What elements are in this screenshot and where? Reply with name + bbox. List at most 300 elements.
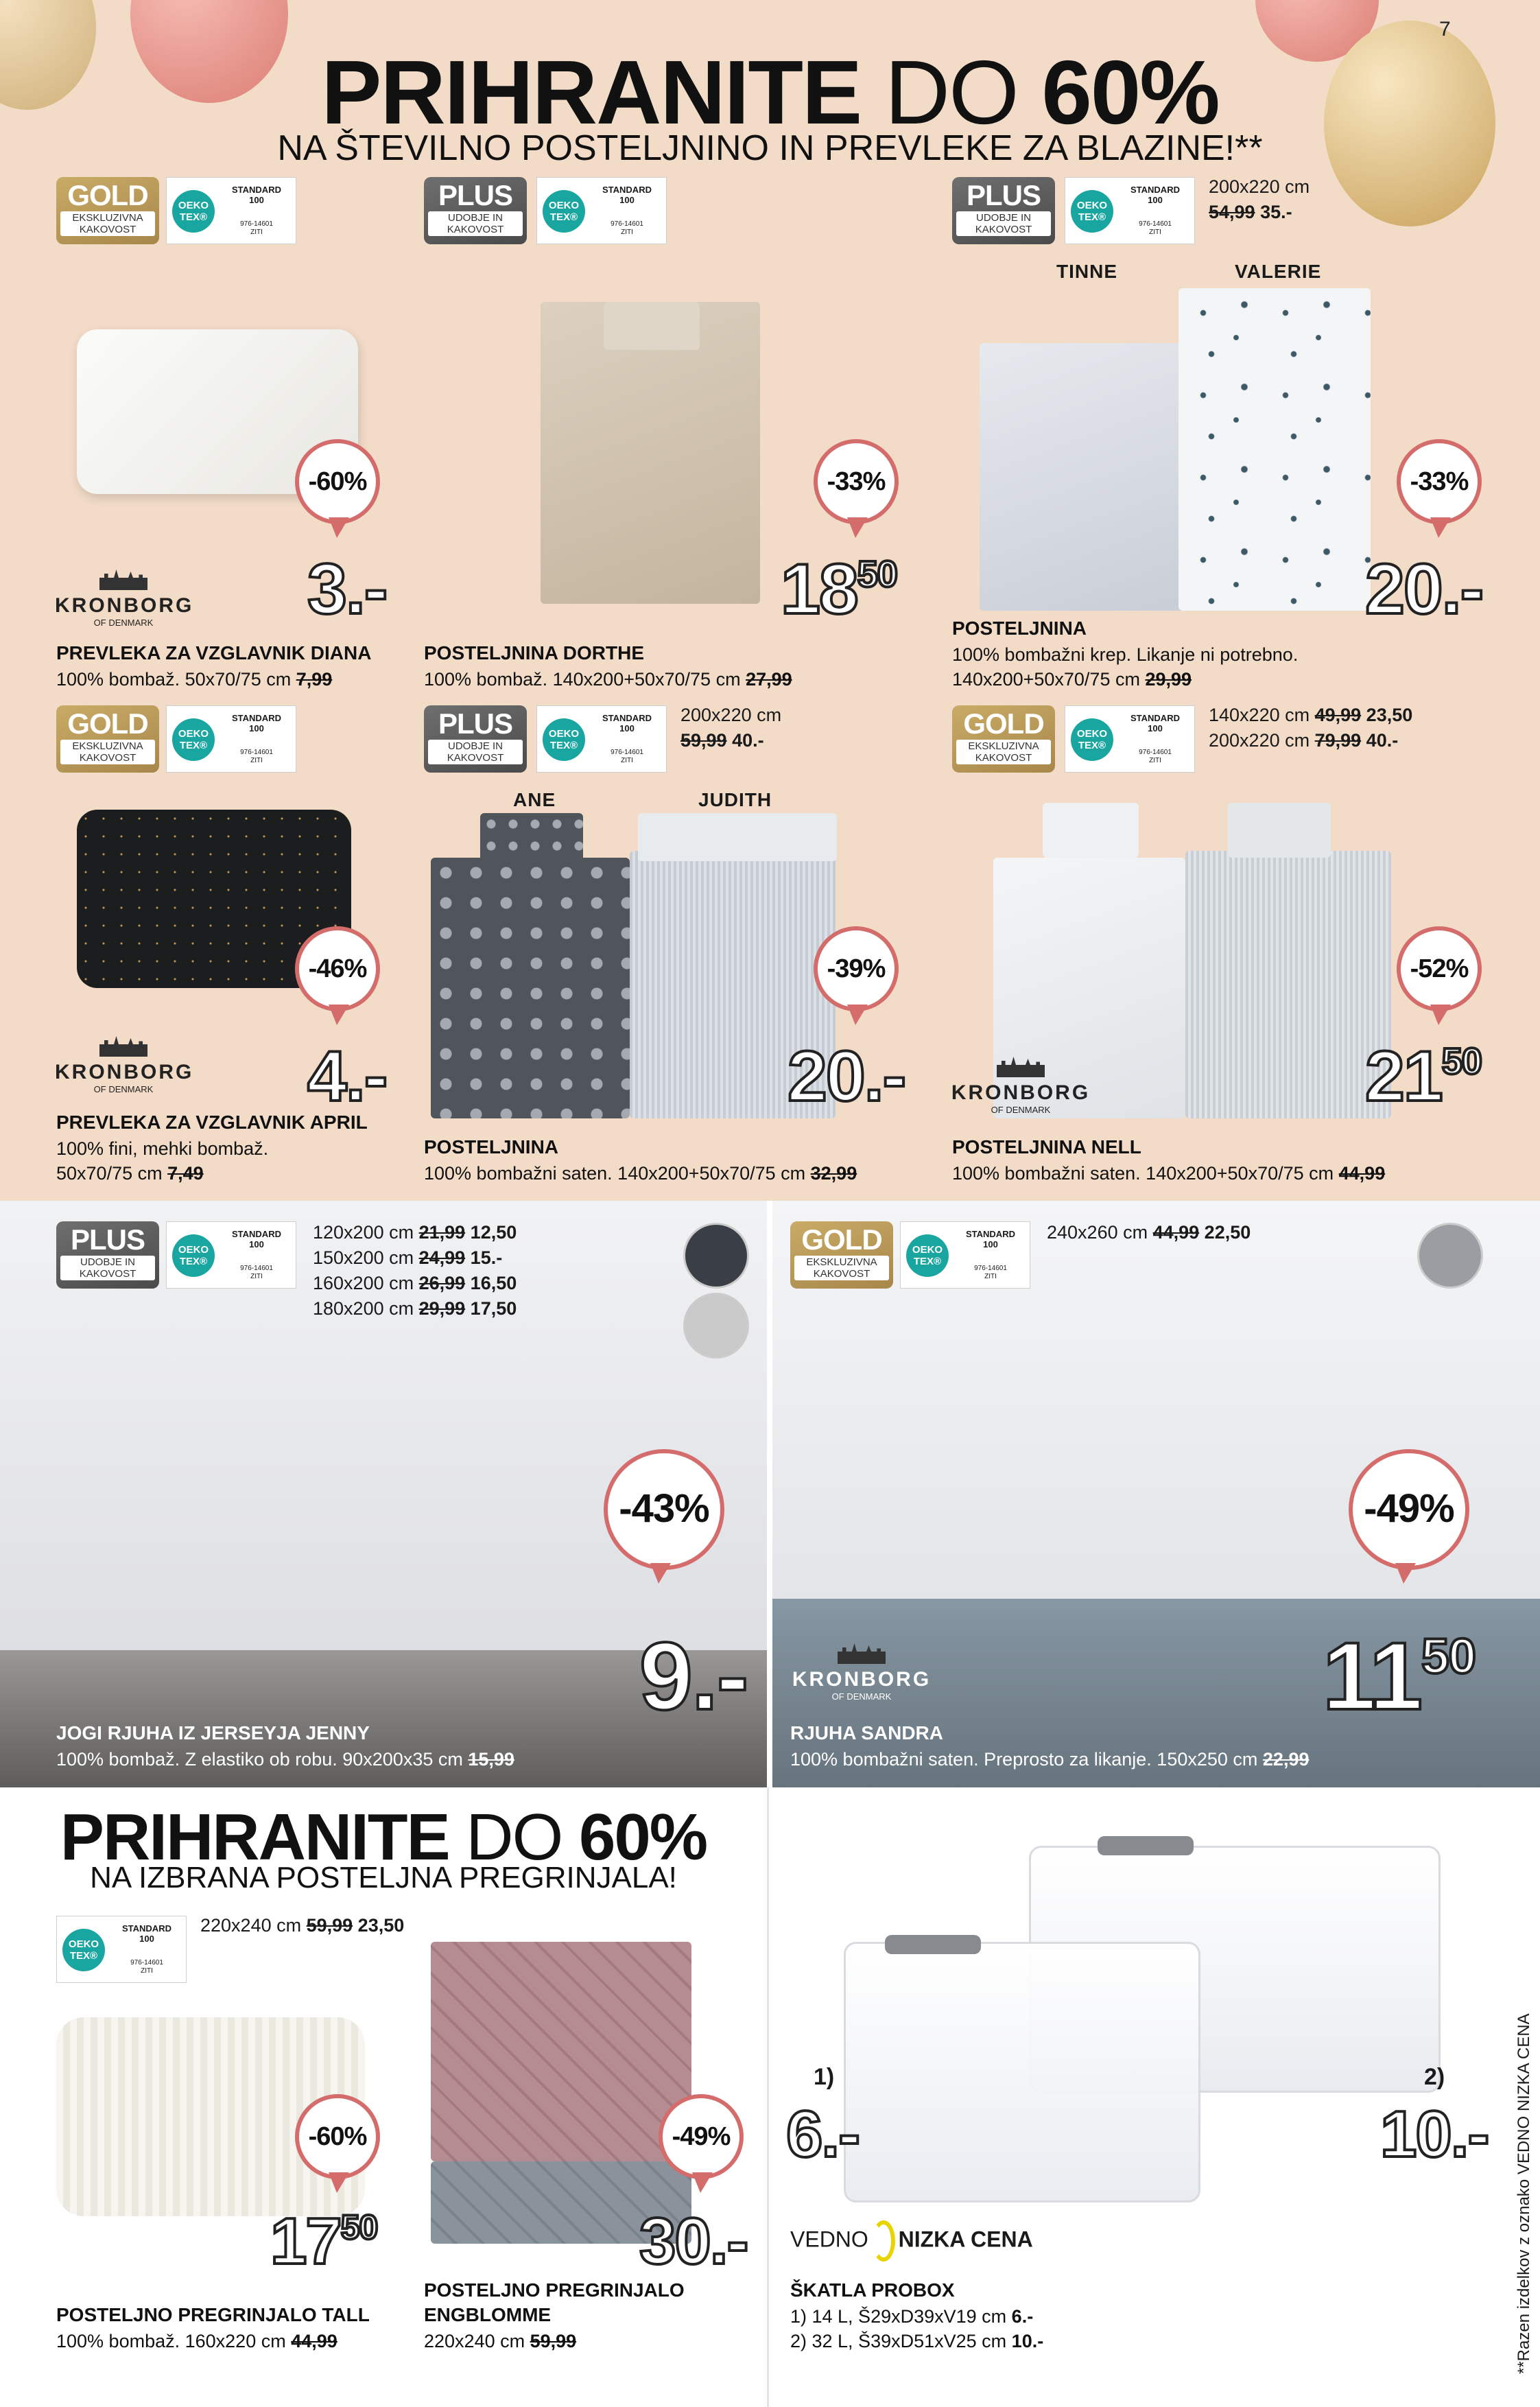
ane-alt-size: [680, 703, 781, 753]
oeko-text1: OEKO: [548, 200, 580, 211]
badge-title: GOLD: [67, 179, 148, 211]
probox-name: ŠKATLA PROBOX: [790, 2279, 955, 2301]
badge-sub1: EKSKLUZIVNA: [72, 212, 143, 224]
headline2-pct: 60%: [578, 1800, 707, 1874]
plus-badge: [424, 705, 527, 773]
price-main: 20.-: [787, 1037, 905, 1116]
price-main: 6.-: [786, 2098, 860, 2171]
engblomme-price: [639, 2204, 747, 2279]
vedno-nizka-cena-logo: [790, 2220, 1033, 2262]
kronborg-logo: [55, 1036, 192, 1094]
oeko-text1: OEKO: [548, 728, 580, 740]
oeko-standard: [591, 185, 663, 205]
oeko-cert: [220, 1265, 293, 1281]
size-1-old: 21,99: [418, 1222, 466, 1243]
tall-alt-size: [200, 1913, 404, 1938]
probox-price-2: [1380, 2097, 1488, 2172]
alt-new-price: 22,50: [1199, 1222, 1251, 1243]
oeko-cert: [1119, 749, 1192, 765]
vedno-text: VEDNO: [790, 2227, 868, 2252]
oeko-circle: [906, 1234, 949, 1277]
discount-badge: -39%: [814, 926, 899, 1011]
headline-bold: PRIHRANITE: [321, 42, 862, 143]
badge-sub2: KAKOVOST: [447, 752, 504, 764]
badge-sub2: KAKOVOST: [813, 1268, 870, 1280]
oeko-text1: OEKO: [1076, 200, 1108, 211]
headline-thin: DO: [884, 42, 1018, 143]
alt2-old: 79,99: [1314, 730, 1362, 751]
oeko-text1: OEKO: [1076, 728, 1108, 740]
badge-sub2: KAKOVOST: [447, 224, 504, 235]
oeko-text1: OEKO: [178, 728, 209, 740]
kronborg-sub: OF DENMARK: [93, 1084, 154, 1094]
discount-badge: -33%: [1397, 439, 1482, 524]
ane-pillow-image: [480, 813, 583, 861]
alt1-size: 140x220 cm: [1209, 705, 1315, 725]
engblomme-desc: [424, 2329, 576, 2354]
badge-title: GOLD: [963, 707, 1044, 740]
gold-badge: [952, 705, 1055, 773]
tall-desc: [56, 2329, 337, 2354]
kronborg-name: KRONBORG: [951, 1081, 1091, 1104]
probox-label-1: 1): [814, 2064, 835, 2090]
size-4-new: 17,50: [465, 1298, 517, 1319]
badge-title: PLUS: [438, 179, 512, 211]
old-price: 15,99: [468, 1749, 514, 1770]
valerie-duvet-image: [1178, 288, 1371, 611]
oeko-text2: TEX®: [1078, 740, 1106, 751]
alt-new-price: 35.-: [1260, 202, 1292, 222]
dorthe-desc: [424, 667, 792, 692]
footnote: **Razen izdelkov z oznako VEDNO NIZKA CENA: [1515, 2013, 1533, 2374]
oeko-circle: [543, 718, 585, 761]
oeko-cert: [220, 749, 293, 765]
headline: [0, 42, 1540, 143]
kronborg-sub: OF DENMARK: [991, 1105, 1051, 1115]
oeko-cert: [110, 1959, 183, 1975]
standard-text: STANDARD: [122, 1923, 171, 1934]
probox-price-1: [786, 2097, 859, 2172]
size-2-old: 24,99: [418, 1247, 466, 1268]
sandra-desc: [790, 1747, 1309, 1772]
badge-title: PLUS: [70, 1223, 145, 1256]
standard-num: 100: [249, 195, 264, 205]
discount-badge: -52%: [1397, 926, 1482, 1011]
standard-text: STANDARD: [232, 185, 281, 195]
old-price: 29,99: [1145, 669, 1192, 690]
desc-text: 100% bombaž. 140x200+50x70/75 cm: [424, 669, 746, 690]
sandra-price: [1323, 1621, 1476, 1732]
price-main: 11: [1323, 1622, 1421, 1730]
kronborg-name: KRONBORG: [55, 594, 194, 617]
badge-sub1: EKSKLUZIVNA: [968, 740, 1039, 752]
oeko-text2: TEX®: [913, 1256, 942, 1267]
oeko-text2: TEX®: [179, 211, 208, 223]
discount-badge: -60%: [295, 2094, 380, 2179]
oeko-tex-label: [166, 177, 296, 244]
cert-text: 976-14601: [240, 749, 273, 756]
standard-num: 100: [619, 195, 635, 205]
discount-badge: -46%: [295, 926, 380, 1011]
price-main: 4.-: [307, 1037, 387, 1116]
size-2-new: 15.-: [465, 1247, 503, 1268]
ane-desc: [424, 1161, 857, 1186]
tinne-price: [1365, 549, 1482, 631]
standard-text: STANDARD: [1130, 185, 1180, 195]
standard-text: STANDARD: [232, 713, 281, 723]
desc-text: 100% bombažni saten. 140x200+50x70/75 cm: [952, 1163, 1339, 1184]
desc-text: 100% bombažni saten. Preprosto za likanje. 150x250 cm: [790, 1749, 1263, 1770]
kronborg-sub: OF DENMARK: [93, 618, 154, 628]
kronborg-name: KRONBORG: [792, 1668, 932, 1691]
desc-text: 100% bombaž. Z elastiko ob robu. 90x200x35 cm: [56, 1749, 469, 1770]
probox-small-image: [844, 1942, 1200, 2203]
oeko-standard: [220, 1229, 293, 1249]
alt-new-price: 23,50: [353, 1915, 405, 1936]
valerie-label: VALERIE: [1235, 261, 1322, 282]
headline-pct: 60%: [1041, 42, 1219, 143]
gold-badge: [790, 1221, 893, 1289]
discount-badge: -49%: [1349, 1449, 1469, 1570]
cert-text: 976-14601: [240, 220, 273, 228]
size-3-new: 16,50: [465, 1273, 517, 1293]
jenny-price: [639, 1621, 747, 1732]
standard-text: STANDARD: [602, 713, 652, 723]
probox-label-2: 2): [1424, 2064, 1445, 2090]
badge-title: GOLD: [801, 1223, 882, 1256]
old-price: 44,99: [291, 2331, 337, 2351]
cert-text2: ZITI: [1149, 228, 1161, 236]
oeko-tex-label: [536, 177, 667, 244]
nell-alt-sizes: [1209, 703, 1412, 753]
probox-small-handle: [885, 1935, 981, 1954]
line-price: 10.-: [1011, 2331, 1044, 2351]
old-price: 7,99: [296, 669, 333, 690]
engblomme-name2: ENGBLOMME: [424, 2304, 552, 2325]
oeko-text2: TEX®: [69, 1950, 98, 1962]
discount-badge: -60%: [295, 439, 380, 524]
gold-badge: [56, 705, 159, 773]
oeko-text2: TEX®: [549, 211, 578, 223]
color-swatch-dark[interactable]: [683, 1223, 749, 1289]
size-1-new: 12,50: [465, 1222, 517, 1243]
badge-sub: [428, 740, 523, 764]
badge-sub2: KAKOVOST: [975, 752, 1032, 764]
oeko-text2: TEX®: [179, 1256, 208, 1267]
alt-size-text: 200x220 cm: [680, 705, 782, 725]
plus-badge: [56, 1221, 159, 1289]
price-main: 17: [270, 2205, 341, 2278]
desc-text: 2) 32 L, Š39xD51xV25 cm: [790, 2331, 1012, 2351]
judith-pillow-image: [638, 813, 837, 861]
alt-size-text: 240x260 cm: [1047, 1222, 1153, 1243]
cert-text: 976-14601: [611, 749, 643, 756]
diana-name: PREVLEKA ZA VZGLAVNIK DIANA: [56, 642, 372, 664]
alt-old-price: 59,99: [680, 730, 727, 751]
tinne-desc1: 100% bombažni krep. Likanje ni potrebno.: [952, 644, 1299, 665]
size-3-old: 26,99: [418, 1273, 466, 1293]
cert-text: 976-14601: [240, 1265, 273, 1272]
tinne-label: TINNE: [1056, 261, 1117, 282]
castle-icon: [997, 1057, 1045, 1077]
line-price: 6.-: [1011, 2306, 1034, 2327]
cert-text: 976-14601: [611, 220, 643, 228]
probox-large-handle: [1098, 1836, 1194, 1855]
ane-name: POSTELJNINA: [424, 1136, 559, 1158]
badge-sub: [60, 1256, 155, 1280]
oeko-tex-label: [536, 705, 667, 773]
standard-text: STANDARD: [602, 185, 652, 195]
price-main: 10.-: [1380, 2098, 1489, 2171]
oeko-cert: [591, 749, 663, 765]
nell-pillow1-image: [1043, 803, 1139, 858]
alt2-size: 200x220 cm: [1209, 730, 1315, 751]
old-price: 27,99: [746, 669, 792, 690]
dorthe-price: [781, 549, 897, 631]
oeko-text2: TEX®: [1078, 211, 1106, 223]
standard-num: 100: [619, 723, 635, 733]
price-main: 21: [1365, 1037, 1442, 1116]
badge-sub2: KAKOVOST: [79, 752, 137, 764]
april-desc1: 100% fini, mehki bombaž.: [56, 1138, 269, 1159]
alt2-new: 40.-: [1361, 730, 1399, 751]
oeko-standard: [220, 713, 293, 733]
nell-price: [1365, 1036, 1482, 1118]
standard-text: STANDARD: [232, 1229, 281, 1239]
oeko-standard: [1119, 713, 1192, 733]
jenny-name: JOGI RJUHA IZ JERSEYJA JENNY: [56, 1722, 370, 1743]
badge-title: GOLD: [67, 707, 148, 740]
april-name: PREVLEKA ZA VZGLAVNIK APRIL: [56, 1112, 368, 1133]
oeko-circle: [1071, 190, 1113, 233]
headline2-bold: PRIHRANITE: [60, 1800, 449, 1874]
kronborg-logo: [779, 1643, 944, 1702]
oeko-text2: TEX®: [179, 740, 208, 751]
diana-price: [307, 549, 386, 631]
tinne-duvet-image: [980, 343, 1185, 611]
desc-text: 1) 14 L, Š29xD39xV19 cm: [790, 2306, 1012, 2327]
standard-text: STANDARD: [1130, 713, 1180, 723]
nell-duvet2-image: [1185, 851, 1391, 1118]
standard-num: 100: [249, 1239, 264, 1249]
discount-badge: -43%: [604, 1449, 724, 1570]
cert-text2: ZITI: [250, 1273, 263, 1280]
price-main: 9.-: [639, 1622, 748, 1730]
standard-num: 100: [1148, 723, 1163, 733]
plus-badge: [424, 177, 527, 244]
tinne-name: POSTELJNINA: [952, 618, 1087, 639]
cert-text2: ZITI: [141, 1967, 153, 1975]
badge-sub1: UDOBJE IN: [447, 740, 503, 752]
badge-sub2: KAKOVOST: [79, 1268, 137, 1280]
sandra-name: RJUHA SANDRA: [790, 1722, 943, 1743]
old-price: 7,49: [167, 1163, 204, 1184]
ane-label: ANE: [513, 789, 556, 810]
kronborg-sub: OF DENMARK: [831, 1691, 892, 1702]
badge-sub1: UDOBJE IN: [80, 1256, 135, 1268]
old-price: 22,99: [1262, 1749, 1310, 1770]
bottom-divider: [767, 1787, 769, 2407]
page-number: 7: [1439, 18, 1451, 40]
oeko-circle: [62, 1929, 105, 1971]
nell-pillow2-image: [1228, 803, 1331, 858]
size-4-old: 29,99: [418, 1298, 466, 1319]
oeko-standard: [954, 1229, 1027, 1249]
oeko-tex-label: [900, 1221, 1030, 1289]
badge-sub: [956, 740, 1051, 764]
probox-line2: [790, 2329, 1043, 2354]
price-sup: 50: [1441, 1041, 1482, 1083]
judith-label: JUDITH: [698, 789, 772, 810]
size-3: 160x200 cm: [313, 1273, 419, 1293]
badge-sub: [794, 1256, 889, 1280]
oeko-standard: [591, 713, 663, 733]
oeko-text1: OEKO: [178, 1244, 209, 1256]
alt-new-price: 40.-: [732, 730, 764, 751]
badge-sub2: KAKOVOST: [975, 224, 1032, 235]
badge-title: PLUS: [966, 179, 1041, 211]
dorthe-pillow-image: [604, 302, 700, 350]
nell-desc: [952, 1161, 1385, 1186]
probox-line1: [790, 2304, 1033, 2329]
badge-sub2: KAKOVOST: [79, 224, 137, 235]
headline-sub: NA ŠTEVILNO POSTELJNINO IN PREVLEKE ZA BLAZINE!**: [277, 128, 1263, 168]
cert-text2: ZITI: [250, 228, 263, 236]
desc-text: 100% bombažni saten. 140x200+50x70/75 cm: [424, 1163, 811, 1184]
cert-text2: ZITI: [621, 228, 633, 236]
price-main: 30.-: [639, 2205, 748, 2278]
sheet-divider: [767, 1201, 772, 1787]
headline2-sub: NA IZBRANA POSTELJNA PREGRINJALA!: [90, 1861, 677, 1894]
oeko-tex-label: [166, 705, 296, 773]
april-desc2: [56, 1161, 204, 1186]
price-sup: 50: [857, 554, 897, 596]
oeko-text1: OEKO: [178, 200, 209, 211]
oeko-text1: OEKO: [912, 1244, 943, 1256]
tinne-alt-size: [1209, 174, 1310, 225]
headline2-thin: DO: [466, 1800, 562, 1874]
dorthe-name: POSTELJNINA DORTHE: [424, 642, 644, 664]
tall-price: [270, 2204, 377, 2279]
oeko-circle: [172, 718, 215, 761]
oeko-tex-label: [166, 1221, 296, 1289]
alt-old-price: 44,99: [1152, 1222, 1200, 1243]
alt-old-price: 59,99: [306, 1915, 353, 1936]
price-main: 3.-: [307, 550, 387, 629]
oeko-standard: [1119, 185, 1192, 205]
kronborg-name: KRONBORG: [55, 1061, 194, 1083]
vedno-arc-icon: [872, 2220, 895, 2262]
tall-name: POSTELJNO PREGRINJALO TALL: [56, 2304, 370, 2325]
badge-sub: [60, 740, 155, 764]
nell-name: POSTELJNINA NELL: [952, 1136, 1141, 1158]
oeko-cert: [954, 1265, 1027, 1281]
oeko-circle: [543, 190, 585, 233]
color-swatch-grey[interactable]: [1417, 1223, 1483, 1289]
engblomme-bedspread-image: [431, 1942, 691, 2161]
oeko-standard: [220, 185, 293, 205]
ane-price: [787, 1036, 905, 1118]
badge-sub1: UDOBJE IN: [975, 212, 1031, 224]
price-sup: 50: [1421, 1628, 1476, 1684]
ane-duvet-image: [431, 858, 630, 1118]
castle-icon: [99, 570, 147, 590]
oeko-text2: TEX®: [549, 740, 578, 751]
size-2: 150x200 cm: [313, 1247, 419, 1268]
color-swatch-light[interactable]: [683, 1293, 749, 1359]
cert-text2: ZITI: [984, 1273, 997, 1280]
oeko-cert: [220, 220, 293, 237]
cert-text: 976-14601: [1139, 749, 1172, 756]
badge-sub: [428, 211, 523, 236]
desc-text: 220x240 cm: [424, 2331, 530, 2351]
price-sup: 50: [340, 2208, 378, 2247]
price-main: 20.-: [1365, 550, 1483, 629]
old-price: 32,99: [810, 1163, 857, 1184]
desc-text: 100% bombaž. 50x70/75 cm: [56, 669, 296, 690]
jenny-desc: [56, 1747, 514, 1772]
size-4: 180x200 cm: [313, 1298, 419, 1319]
alt-size-text: 200x220 cm: [1209, 176, 1310, 197]
castle-icon: [838, 1643, 886, 1664]
badge-sub: [956, 211, 1051, 236]
cert-text: 976-14601: [974, 1265, 1007, 1272]
cert-text2: ZITI: [250, 757, 263, 764]
discount-badge: -49%: [659, 2094, 744, 2179]
sandra-alt-size: [1047, 1220, 1251, 1245]
standard-num: 100: [249, 723, 264, 733]
kronborg-logo: [55, 570, 192, 628]
old-price: 44,99: [1338, 1163, 1386, 1184]
oeko-tex-label: [1065, 177, 1195, 244]
plus-badge: [952, 177, 1055, 244]
oeko-circle: [1071, 718, 1113, 761]
alt1-new: 23,50: [1361, 705, 1413, 725]
kronborg-logo: [945, 1057, 1096, 1115]
oeko-cert: [591, 220, 663, 237]
badge-sub1: EKSKLUZIVNA: [72, 740, 143, 752]
cert-text2: ZITI: [1149, 757, 1161, 764]
oeko-text1: OEKO: [68, 1938, 99, 1950]
gold-badge: [56, 177, 159, 244]
desc-text: 140x200+50x70/75 cm: [952, 669, 1146, 690]
badge-sub: [60, 211, 155, 236]
castle-icon: [99, 1036, 147, 1057]
alt-size-text: 220x240 cm: [200, 1915, 307, 1936]
badge-sub1: UDOBJE IN: [447, 212, 503, 224]
cert-text: 976-14601: [130, 1959, 163, 1966]
nizka-cena-text: NIZKA CENA: [898, 2227, 1033, 2252]
oeko-cert: [1119, 220, 1192, 237]
engblomme-name1: POSTELJNO PREGRINJALO: [424, 2279, 685, 2301]
oeko-standard: [110, 1923, 183, 1944]
alt1-old: 49,99: [1314, 705, 1362, 725]
alt-old-price: 54,99: [1209, 202, 1255, 222]
standard-num: 100: [983, 1239, 998, 1249]
badge-sub1: EKSKLUZIVNA: [806, 1256, 877, 1268]
tinne-desc2: [952, 667, 1192, 692]
cert-text2: ZITI: [621, 757, 633, 764]
diana-desc: [56, 667, 332, 692]
oeko-circle: [172, 190, 215, 233]
standard-num: 100: [1148, 195, 1163, 205]
badge-title: PLUS: [438, 707, 512, 740]
cert-text: 976-14601: [1139, 220, 1172, 228]
jenny-sizes: [313, 1220, 517, 1322]
discount-badge: -33%: [814, 439, 899, 524]
oeko-tex-label: [56, 1916, 187, 1983]
april-price: [307, 1036, 386, 1118]
